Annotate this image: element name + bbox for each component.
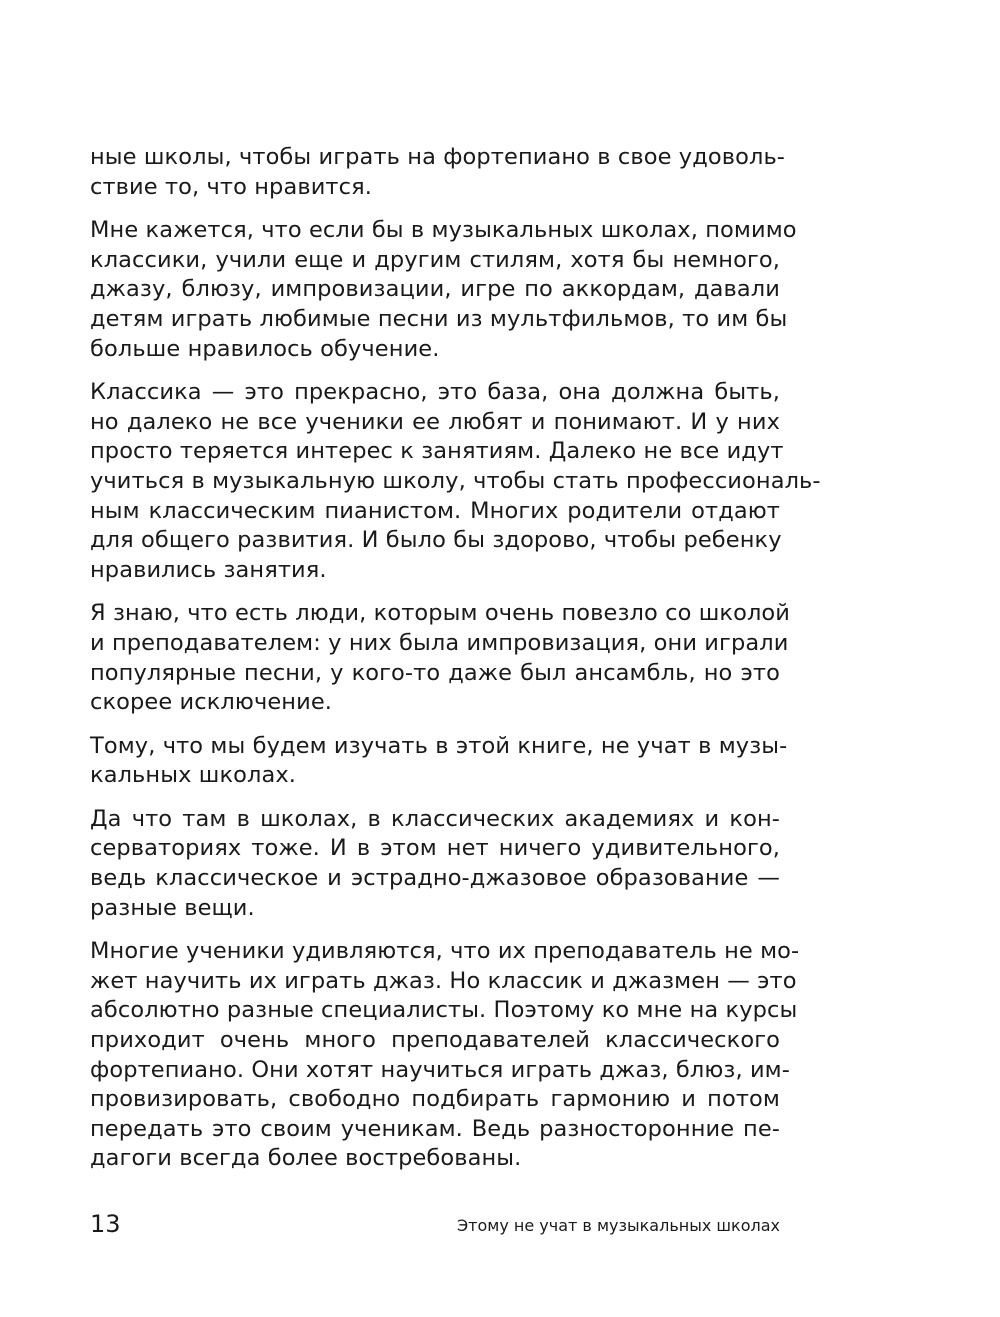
text-line: Я знаю, что есть люди, которым очень повезло со школой	[90, 600, 791, 627]
text-line: ные школы, чтобы играть на фортепиано в свое удоволь-	[90, 144, 786, 170]
text-line: разные вещи.	[90, 894, 255, 921]
paragraph-1	[90, 143, 786, 202]
paragraph-3	[90, 378, 821, 585]
text-line: популярные песни, у кого-то даже был ансамбль, но это	[90, 659, 780, 686]
paragraph-7	[90, 937, 800, 1174]
text-line: скорее исключение.	[90, 689, 333, 716]
text-line: но далеко не все ученики ее любят и понимают. И у них	[90, 408, 780, 435]
text-line: приходит очень много преподавателей классического	[90, 1027, 780, 1054]
paragraph-6	[90, 805, 780, 923]
paragraph-4	[90, 599, 791, 717]
text-line: классики, учили еще и другим стилям, хотя бы немного,	[90, 246, 780, 273]
paragraph-5	[90, 732, 788, 791]
text-line: нравились занятия.	[90, 556, 327, 583]
text-line: провизировать, свободно подбирать гармонию и потом	[90, 1086, 780, 1113]
text-line: жет научить их играть джаз. Но классик и джазмен — это	[90, 967, 797, 994]
text-line: джазу, блюзу, импровизации, игре по аккордам, давали	[90, 276, 780, 303]
text-line: Тому, что мы будем изучать в этой книге, не учат в музы-	[90, 732, 788, 759]
page-body	[90, 143, 821, 1188]
running-title: Этому не учат в музыкальных школах	[457, 1216, 780, 1235]
text-line: Мне кажется, что если бы в музыкальных школах, помимо	[90, 217, 797, 244]
text-line: просто теряется интерес к занятиям. Далеко не все идут	[90, 438, 784, 465]
text-line: больше нравилось обучение.	[90, 335, 440, 362]
text-line: учиться в музыкальную школу, чтобы стать профессиональ-	[90, 467, 821, 494]
text-line: ным классическим пианистом. Многих родители отдают	[90, 497, 780, 524]
text-line: Да что там в школах, в классических академиях и кон-	[90, 805, 780, 832]
text-line: фортепиано. Они хотят научиться играть джаз, блюз, им-	[90, 1056, 790, 1083]
page-number: 13	[90, 1210, 121, 1238]
text-line: детям играть любимые песни из мультфильмов, то им бы	[90, 305, 788, 332]
text-line: Многие ученики удивляются, что их преподаватель не мо-	[90, 938, 800, 965]
text-line: дагоги всегда более востребованы.	[90, 1145, 522, 1172]
text-line: ствие то, что нравится.	[90, 173, 372, 200]
text-line: абсолютно разные специалисты. Поэтому ко мне на курсы	[90, 997, 798, 1024]
text-line: Классика — это прекрасно, это база, она должна быть,	[90, 379, 780, 406]
text-line: для общего развития. И было бы здорово, чтобы ребенку	[90, 527, 782, 554]
text-line: ведь классическое и эстрадно-джазовое образование —	[90, 865, 780, 892]
text-line: и преподавателем: у них была импровизация, они играли	[90, 629, 789, 656]
text-line: передать это своим ученикам. Ведь разносторонние пе-	[90, 1115, 780, 1142]
text-line: серваториях тоже. И в этом нет ничего удивительного,	[90, 835, 780, 862]
page-footer	[90, 1206, 780, 1242]
text-line: кальных школах.	[90, 762, 297, 789]
paragraph-2	[90, 216, 797, 364]
